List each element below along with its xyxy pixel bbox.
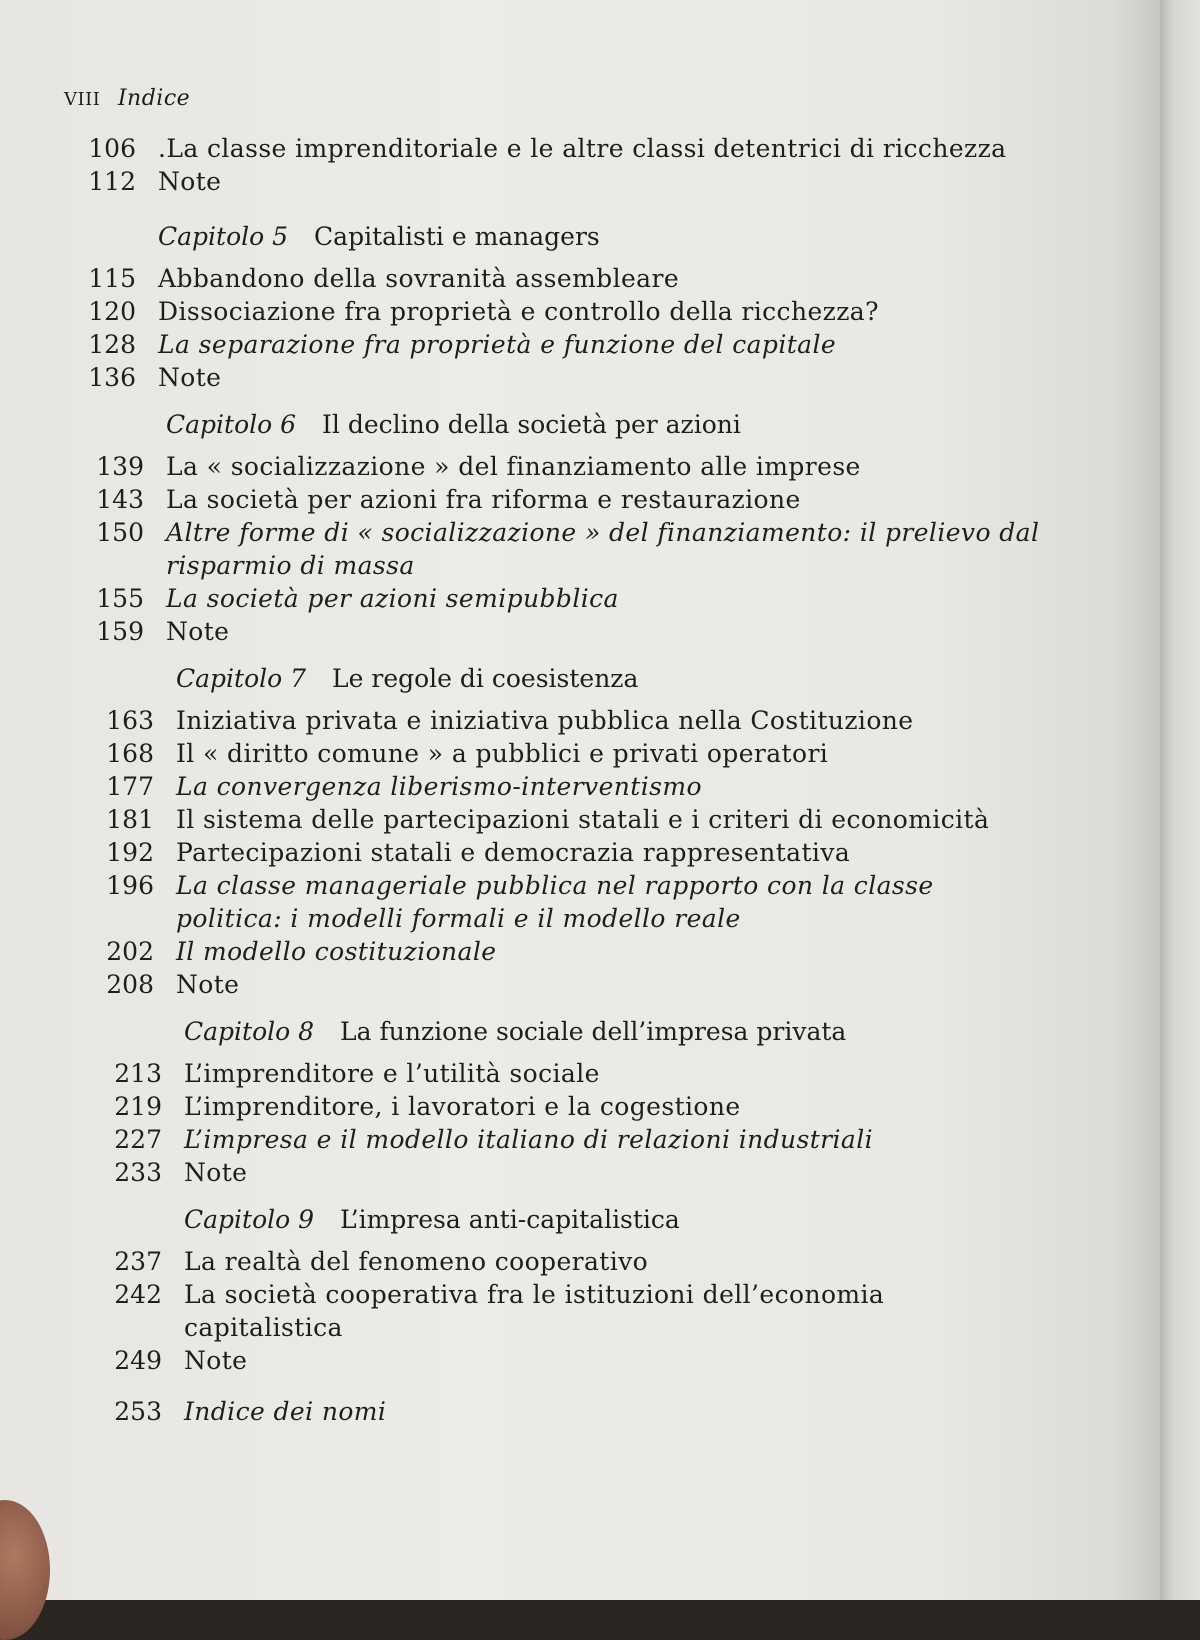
chapter-heading: [106, 1015, 1040, 1057]
toc-entry-title: L’imprenditore, i lavoratori e la cogestione: [184, 1092, 741, 1121]
page-folio: VIII: [64, 89, 101, 110]
toc-page-number: 115: [88, 264, 136, 293]
toc-entry-title: La realtà del fenomeno cooperativo: [184, 1247, 649, 1276]
toc-entry-title: Dissociazione fra proprietà e controllo della ricchezza?: [158, 297, 879, 326]
toc-page-number: 159: [96, 617, 144, 646]
chapter-heading: [98, 662, 1040, 704]
toc-page-number: 120: [88, 297, 136, 326]
toc-page-number: 242: [114, 1280, 162, 1309]
toc-entry: [98, 869, 1040, 935]
toc-entry: [106, 1344, 1040, 1377]
toc-entry: [98, 935, 1040, 968]
toc-entry-title: L’impresa e il modello italiano di relazioni industriali: [184, 1125, 874, 1154]
toc-entry: [88, 483, 1040, 516]
toc-chapter-7: [98, 662, 1040, 1001]
page-edge: [1160, 0, 1200, 1600]
toc-entry: [80, 295, 1040, 328]
toc-entry-title: Note: [184, 1158, 248, 1187]
table-of-contents: [80, 132, 1040, 1442]
toc-page-number: 202: [106, 937, 154, 966]
toc-entry: [106, 1245, 1040, 1278]
toc-entry-title: Partecipazioni statali e democrazia rappresentativa: [176, 838, 851, 867]
chapter-label: Capitolo 5: [158, 222, 289, 251]
chapter-label: Capitolo 7: [176, 664, 307, 693]
toc-page-number: 253: [114, 1397, 162, 1426]
chapter-title: Il declino della società per azioni: [322, 410, 741, 439]
toc-entry: [98, 836, 1040, 869]
chapter-label: Capitolo 6: [166, 410, 297, 439]
toc-entry-title: Note: [176, 970, 240, 999]
toc-page-number: 227: [114, 1125, 162, 1154]
toc-page-number: 196: [106, 871, 154, 900]
toc-entry: [98, 770, 1040, 803]
toc-entry-title: La classe manageriale pubblica nel rapporto con la classe politica: i modelli formali e il modello reale: [176, 871, 934, 933]
toc-page-number: 163: [106, 706, 154, 735]
running-head-title: Indice: [117, 86, 191, 111]
toc-page-number: 143: [96, 485, 144, 514]
toc-entry-title: .La classe imprenditoriale e le altre classi detentrici di ricchezza: [158, 134, 1007, 163]
toc-entry-title: La « socializzazione » del finanziamento alle imprese: [166, 452, 861, 481]
toc-entry: [98, 803, 1040, 836]
toc-page-number: 177: [106, 772, 154, 801]
toc-page-number: 168: [106, 739, 154, 768]
toc-group-intro: [80, 132, 1040, 198]
toc-entry-title: Note: [158, 363, 222, 392]
running-head: [64, 86, 190, 111]
toc-page-number: 219: [114, 1092, 162, 1121]
chapter-heading: [106, 1203, 1040, 1245]
toc-entry: [80, 165, 1040, 198]
toc-entry-title: Il modello costituzionale: [176, 937, 497, 966]
toc-entry-title: Indice dei nomi: [184, 1397, 387, 1426]
toc-page-number: 136: [88, 363, 136, 392]
toc-chapter-9: [106, 1203, 1040, 1377]
toc-page-number: 213: [114, 1059, 162, 1088]
toc-entry-title: Note: [166, 617, 230, 646]
chapter-title: L’impresa anti-capitalistica: [340, 1205, 680, 1234]
toc-entry: [106, 1156, 1040, 1189]
toc-chapter-5: [80, 220, 1040, 394]
toc-entry: [98, 968, 1040, 1001]
toc-entry: [80, 132, 1040, 165]
toc-entry-title: La società cooperativa fra le istituzioni dell’economia capitalistica: [184, 1280, 885, 1342]
toc-chapter-6: [88, 408, 1040, 648]
toc-entry: [106, 1395, 1040, 1428]
toc-entry: [106, 1278, 1040, 1344]
chapter-heading: [88, 408, 1040, 450]
toc-entry-title: La convergenza liberismo-interventismo: [176, 772, 702, 801]
toc-entry: [98, 737, 1040, 770]
chapter-label: Capitolo 8: [184, 1017, 315, 1046]
toc-page-number: 112: [88, 167, 136, 196]
chapter-label: Capitolo 9: [184, 1205, 315, 1234]
toc-page-number: 237: [114, 1247, 162, 1276]
toc-entry: [98, 704, 1040, 737]
toc-page-number: 155: [96, 584, 144, 613]
toc-entry: [80, 361, 1040, 394]
toc-entry-title: La società per azioni semipubblica: [166, 584, 619, 613]
toc-entry: [88, 615, 1040, 648]
toc-entry: [80, 328, 1040, 361]
toc-page-number: 249: [114, 1346, 162, 1375]
toc-entry-title: Note: [184, 1346, 248, 1375]
toc-page-number: 106: [88, 134, 136, 163]
toc-entry: [106, 1123, 1040, 1156]
toc-entry-title: La separazione fra proprietà e funzione del capitale: [158, 330, 837, 359]
toc-entry-title: La società per azioni fra riforma e restaurazione: [166, 485, 801, 514]
toc-entry-title: Altre forme di « socializzazione » del finanziamento: il prelievo dal risparmio di massa: [166, 518, 1040, 580]
toc-page-number: 233: [114, 1158, 162, 1187]
toc-entry: [80, 262, 1040, 295]
toc-entry-title: Iniziativa privata e iniziativa pubblica nella Costituzione: [176, 706, 914, 735]
toc-group-final: [106, 1395, 1040, 1428]
toc-entry: [88, 450, 1040, 483]
toc-entry-title: Note: [158, 167, 222, 196]
toc-page-number: 208: [106, 970, 154, 999]
toc-page-number: 128: [88, 330, 136, 359]
chapter-title: Capitalisti e managers: [314, 222, 600, 251]
toc-page-number: 139: [96, 452, 144, 481]
toc-entry: [88, 516, 1040, 582]
toc-page-number: 192: [106, 838, 154, 867]
toc-entry-title: Abbandono della sovranità assembleare: [158, 264, 680, 293]
toc-entry-title: Il sistema delle partecipazioni statali e i criteri di economicità: [176, 805, 990, 834]
chapter-title: Le regole di coesistenza: [332, 664, 639, 693]
chapter-title: La funzione sociale dell’impresa privata: [340, 1017, 847, 1046]
toc-page-number: 150: [96, 518, 144, 547]
chapter-heading: [80, 220, 1040, 262]
toc-entry: [106, 1090, 1040, 1123]
toc-entry: [88, 582, 1040, 615]
toc-page-number: 181: [106, 805, 154, 834]
toc-entry: [106, 1057, 1040, 1090]
toc-chapter-8: [106, 1015, 1040, 1189]
toc-entry-title: Il « diritto comune » a pubblici e privati operatori: [176, 739, 829, 768]
toc-entry-title: L’imprenditore e l’utilità sociale: [184, 1059, 600, 1088]
